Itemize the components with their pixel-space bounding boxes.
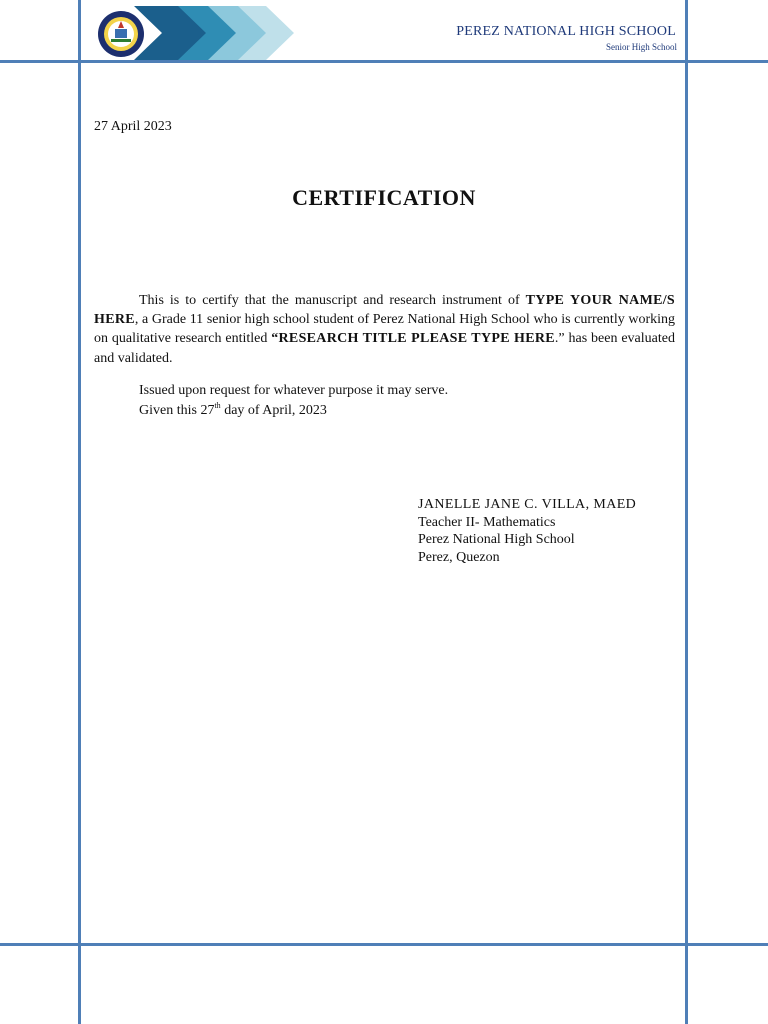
school-name: PEREZ NATIONAL HIGH SCHOOL: [456, 24, 676, 39]
student-name-placeholder: TYPE YOUR NAME/S HERE: [94, 293, 675, 328]
signatory-position: Teacher II- Mathematics: [418, 514, 556, 530]
body-part-2: , a Grade 11 senior high school student of Perez National High School who is currently working on qualitative research entitled: [94, 312, 675, 347]
header-graphic: [94, 4, 299, 65]
document-title: CERTIFICATION: [292, 185, 476, 210]
research-title-placeholder: “RESEARCH TITLE PLEASE TYPE HERE: [271, 331, 555, 347]
given-superscript: th: [214, 400, 221, 410]
school-seal-logo: [96, 9, 146, 59]
signatory-location: Perez, Quezon: [418, 549, 500, 565]
document-date: 27 April 2023: [94, 119, 172, 134]
body-part-1: This is to certify that the manuscript and research instrument of: [139, 293, 526, 308]
header-chevrons: [94, 4, 299, 60]
signatory-school: Perez National High School: [418, 532, 575, 547]
given-suffix: day of April, 2023: [220, 402, 327, 418]
footer-rule: [0, 943, 768, 946]
signatory-name: JANELLE JANE C. VILLA, MAED: [418, 497, 637, 512]
given-prefix: Given this 27: [139, 402, 215, 418]
certification-paragraph: [94, 291, 675, 368]
issued-line: Issued upon request for whatever purpose it may serve.: [139, 383, 449, 398]
right-margin-rule: [685, 0, 688, 1024]
signature-block: [418, 496, 636, 566]
left-margin-rule: [78, 0, 81, 1024]
school-subtitle: Senior High School: [606, 42, 677, 52]
given-line: [139, 401, 448, 421]
body-part-3: .” has been evaluated and validated.: [94, 331, 675, 366]
issuance-block: [139, 381, 448, 420]
